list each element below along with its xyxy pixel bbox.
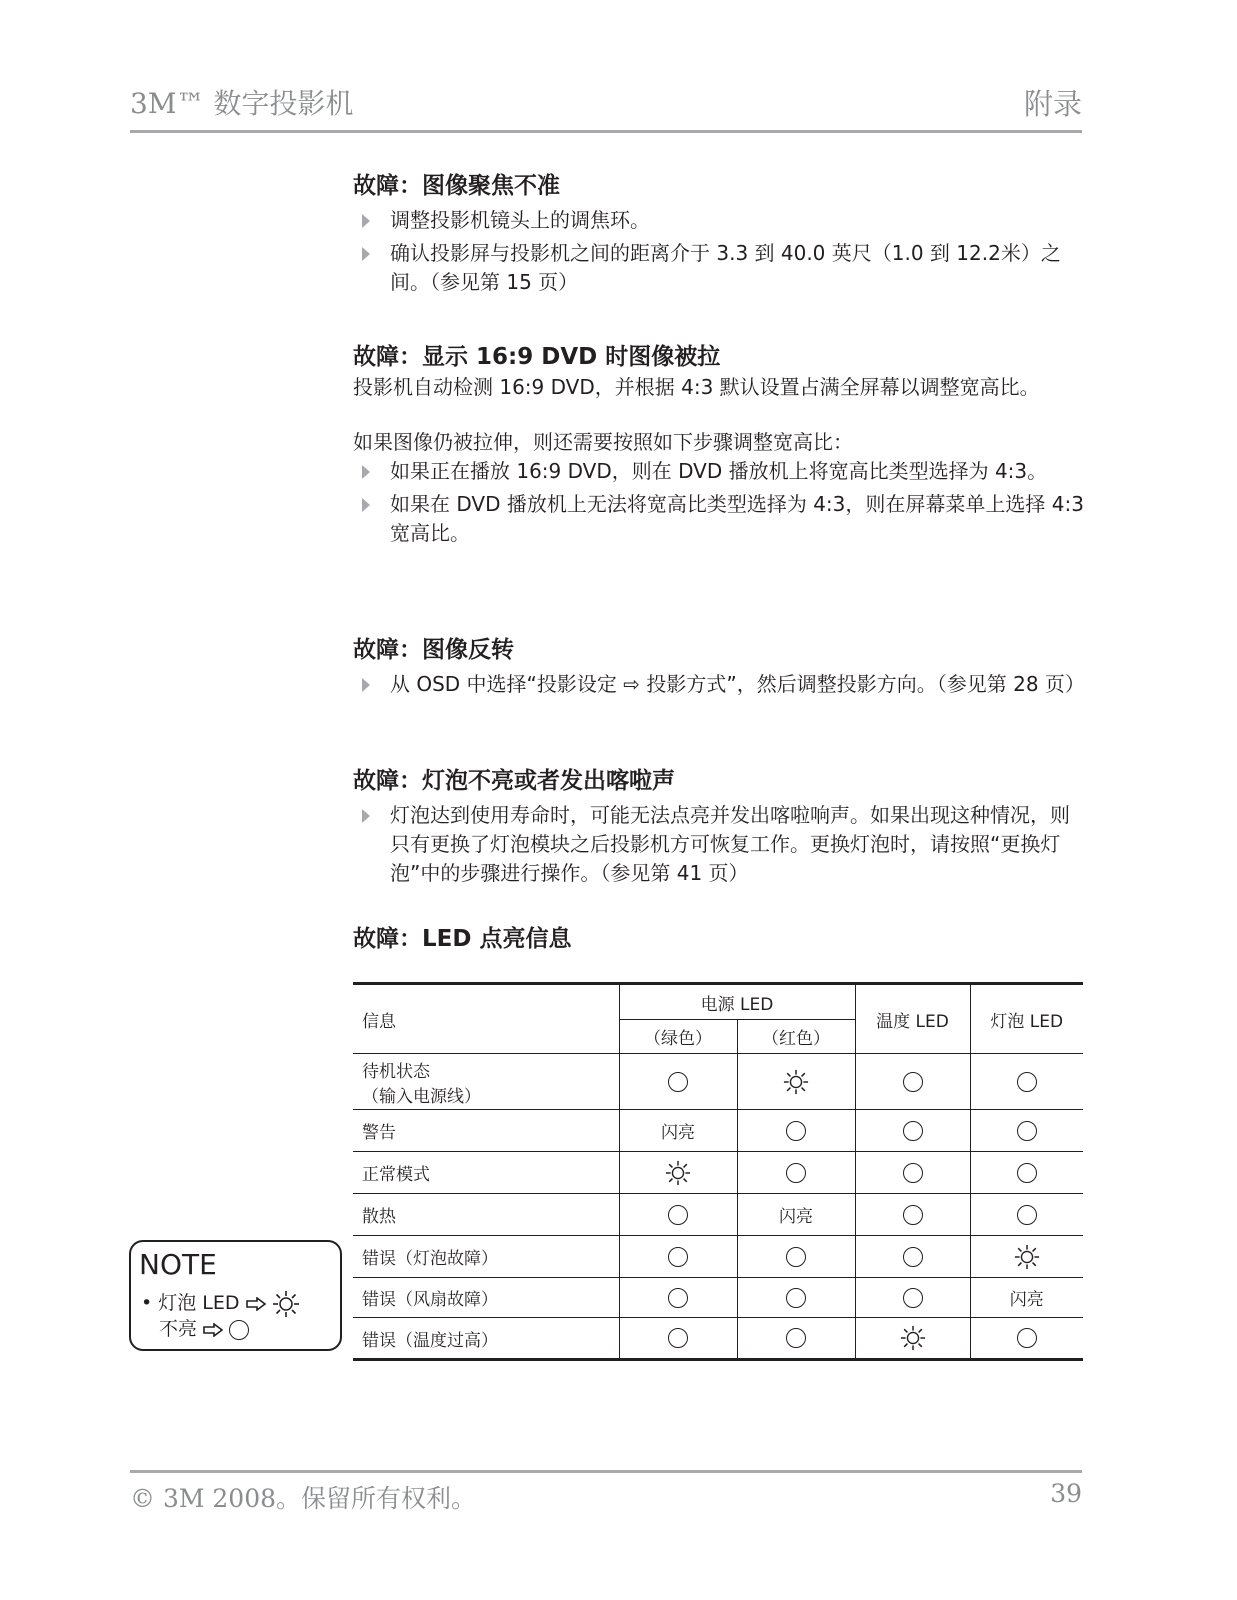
led-off-icon (903, 1072, 923, 1092)
led-off-icon (668, 1205, 688, 1225)
led-off-icon (1017, 1072, 1037, 1092)
led-cell-off (855, 1194, 970, 1236)
row-label: 错误（风扇故障） (353, 1278, 619, 1318)
led-cell-blink: 闪亮 (619, 1110, 737, 1152)
led-off-icon (668, 1072, 688, 1092)
led-on-icon (665, 1160, 691, 1186)
led-off-icon (668, 1247, 688, 1267)
led-cell-off (737, 1110, 855, 1152)
list-item: 如果正在播放 16:9 DVD，则在 DVD 播放机上将宽高比类型选择为 4:3。 (353, 457, 1088, 486)
led-cell-off (619, 1278, 737, 1318)
led-off-icon (903, 1288, 923, 1308)
note-line-off: 不亮 (159, 1314, 249, 1341)
row-label: 正常模式 (353, 1152, 619, 1194)
led-cell-blink: 闪亮 (970, 1278, 1083, 1318)
page-number: 39 (1050, 1479, 1082, 1508)
led-cell-off (855, 1152, 970, 1194)
section-led (353, 923, 1088, 955)
led-cell-off (619, 1318, 737, 1360)
note-title: NOTE (139, 1248, 217, 1281)
led-cell-off (970, 1054, 1083, 1110)
bullet-triangle-icon (362, 214, 370, 228)
bullet-triangle-icon (362, 465, 370, 479)
list-item: 灯泡达到使用寿命时，可能无法点亮并发出喀啦响声。如果出现这种情况，则只有更换了灯泡模块之后投影机方可恢复工作。更换灯泡时，请按照“更换灯泡”中的步骤进行操作。（参见第 41 页） (353, 801, 1088, 888)
bullet-triangle-icon (362, 678, 370, 692)
led-cell-on (855, 1318, 970, 1360)
led-off-icon (1017, 1205, 1037, 1225)
table-row (353, 1110, 1083, 1152)
col-header-info: 信息 (353, 984, 619, 1054)
arrow-right-icon (246, 1297, 266, 1311)
table-row (353, 1278, 1083, 1318)
bullet-triangle-icon (362, 247, 370, 261)
table-row (353, 1152, 1083, 1194)
arrow-right-icon (203, 1323, 223, 1337)
led-off-icon (668, 1288, 688, 1308)
row-label: 散热 (353, 1194, 619, 1236)
page-footer (130, 1470, 1082, 1513)
led-cell-off (855, 1236, 970, 1278)
led-off-icon (903, 1247, 923, 1267)
note-line-on: • 灯泡 LED (141, 1288, 300, 1318)
col-header-red: （红色） (737, 1020, 855, 1054)
footer-copyright: © 3M 2008。保留所有权利。 (130, 1484, 477, 1513)
led-cell-on (970, 1236, 1083, 1278)
bullet-triangle-icon (362, 809, 370, 823)
table-row (353, 1318, 1083, 1360)
led-on-icon (272, 1290, 300, 1318)
section-title: 故障：灯泡不亮或者发出喀啦声 (353, 768, 675, 794)
led-cell-off (737, 1236, 855, 1278)
led-off-icon (668, 1328, 688, 1348)
list-item: 如果在 DVD 播放机上无法将宽高比类型选择为 4:3，则在屏幕菜单上选择 4:3 宽高比。 (353, 490, 1088, 548)
led-cell-blink: 闪亮 (737, 1194, 855, 1236)
row-label: 待机状态 （输入电源线） (353, 1054, 619, 1110)
led-cell-off (855, 1278, 970, 1318)
led-on-icon (1014, 1244, 1040, 1270)
led-cell-off (970, 1194, 1083, 1236)
led-cell-off (619, 1236, 737, 1278)
led-cell-off (855, 1054, 970, 1110)
section-title: 故障：图像反转 (353, 637, 514, 663)
led-cell-off (970, 1110, 1083, 1152)
led-off-icon (1017, 1328, 1037, 1348)
paragraph: 投影机自动检测 16:9 DVD，并根据 4:3 默认设置占满全屏幕以调整宽高比。 (353, 375, 1040, 399)
row-label: 错误（温度过高） (353, 1318, 619, 1360)
header-title: 3M™ 数字投影机 (130, 87, 354, 120)
section-stretch (353, 341, 1088, 552)
led-cell-off (737, 1318, 855, 1360)
led-off-icon (786, 1121, 806, 1141)
led-off-icon (786, 1288, 806, 1308)
led-cell-off (619, 1054, 737, 1110)
led-cell-off (737, 1278, 855, 1318)
led-cell-off (737, 1152, 855, 1194)
section-title: 故障：LED 点亮信息 (353, 926, 572, 952)
led-off-icon (229, 1320, 249, 1340)
col-header-power: 电源 LED (619, 984, 855, 1020)
led-cell-off (619, 1194, 737, 1236)
list-item: 确认投影屏与投影机之间的距离介于 3.3 到 40.0 英尺（1.0 到 12.2米）之间。（参见第 15 页） (353, 239, 1088, 297)
led-off-icon (903, 1163, 923, 1183)
page-header (130, 82, 1082, 133)
section-lamp (353, 765, 1088, 892)
col-header-temp: 温度 LED (855, 984, 970, 1054)
led-on-icon (783, 1069, 809, 1095)
led-off-icon (1017, 1163, 1037, 1183)
table-row (353, 1236, 1083, 1278)
col-header-lamp: 灯泡 LED (970, 984, 1083, 1054)
list-item: 调整投影机镜头上的调焦环。 (353, 206, 1088, 235)
paragraph: 如果图像仍被拉伸，则还需要按照如下步骤调整宽高比： (353, 430, 853, 454)
led-off-icon (903, 1205, 923, 1225)
list-item: 从 OSD 中选择“投影设定 ⇨ 投影方式”，然后调整投影方向。（参见第 28 页） (353, 670, 1088, 699)
led-off-icon (786, 1247, 806, 1267)
col-header-green: （绿色） (619, 1020, 737, 1054)
section-title: 故障：图像聚焦不准 (353, 173, 560, 199)
section-inverted (353, 634, 1088, 703)
header-section: 附录 (1023, 87, 1082, 121)
section-focus (353, 170, 1088, 301)
led-off-icon (1017, 1121, 1037, 1141)
row-label: 错误（灯泡故障） (353, 1236, 619, 1278)
bullet-triangle-icon (362, 498, 370, 512)
table-row (353, 1194, 1083, 1236)
led-on-icon (900, 1325, 926, 1351)
note-box (129, 1240, 342, 1351)
led-cell-off (970, 1152, 1083, 1194)
led-table (353, 982, 1083, 1361)
led-off-icon (786, 1328, 806, 1348)
led-cell-on (737, 1054, 855, 1110)
table-row (353, 1054, 1083, 1110)
led-cell-on (619, 1152, 737, 1194)
row-label: 警告 (353, 1110, 619, 1152)
led-off-icon (786, 1163, 806, 1183)
led-cell-off (855, 1110, 970, 1152)
section-title: 故障：显示 16:9 DVD 时图像被拉 (353, 344, 721, 370)
led-cell-off (970, 1318, 1083, 1360)
led-off-icon (903, 1121, 923, 1141)
